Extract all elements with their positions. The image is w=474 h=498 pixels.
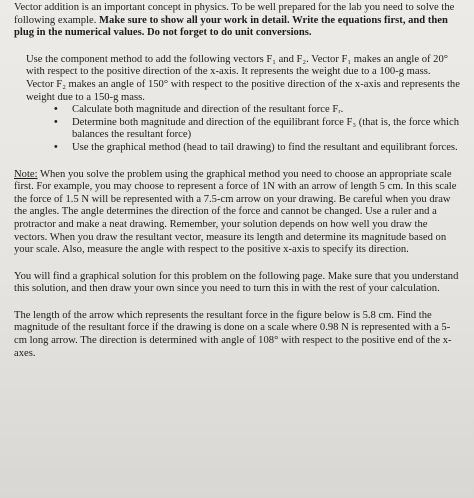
bullet-icon: •	[54, 116, 58, 128]
task-list	[14, 104, 460, 154]
note-text: When you solve the problem using the graphical method you need to choose an appropriate scale first. For example, you may choose to represent a force of 1N with an arrow of length 5 cm. In this scale the force of 1.5 N will be represented with a 7.5-cm arrow on your drawing. Be careful when you draw the angles. The angle determines the direction of the force and cannot be changed. Use a ruler and a protractor and make a neat drawing. Remember, your solution depends on how well you draw the vectors. When you draw the resultant vector, measure its length and determine its magnitude based on your scale. Also, measure the angle with respect to the positive x-axis to specify its direction.	[14, 168, 457, 256]
problem-statement: Use the component method to add the following vectors F₁ and F₂. Vector F₁ makes an angle of 20° with respect to the positive direction of the x-axis. It represents the weight due to a 100-g mass. Vector F₂ makes an angle of 150° with respect to the positive direction of the x-axis and represents the weight due to a 150-g mass.	[26, 53, 460, 103]
resultant-question-paragraph: The length of the arrow which represents the resultant force in the figure below is 5.8 cm. Find the magnitude of the resultant force if the drawing is done on a scale where 0.98 N is represented with a 5-cm long arrow. The direction is determined with angle of 108° with respect to the positive end of the x-axes.	[14, 309, 452, 359]
intro-lead: Vector addition is an important concept in physics. To be well prepared for the lab you need to solve the following example.	[14, 2, 455, 26]
list-item: • Determine both magnitude and direction of the equilibrant force F₃ (that is, the force which balances the resultant force)	[54, 116, 460, 141]
graphical-solution-paragraph: You will find a graphical solution for this problem on the following page. Make sure that you understand this solution, and then draw your own since you need to turn this in with the rest of your calculation.	[14, 270, 459, 295]
list-item: • Calculate both magnitude and direction of the resultant force Fᵣ.	[54, 104, 344, 116]
intro-instructions: Make sure to show all your work in detail. Write the equations first, and then plug in the numerical values. Do not forget to do unit conversions.	[14, 14, 448, 39]
bullet-icon: •	[54, 141, 58, 153]
bullet-icon: •	[54, 104, 58, 116]
note-label: Note:	[14, 168, 38, 180]
list-item: • Use the graphical method (head to tail drawing) to find the resultant and equilibrant forces.	[54, 141, 458, 153]
note-paragraph	[14, 169, 460, 257]
intro-paragraph	[14, 2, 456, 40]
